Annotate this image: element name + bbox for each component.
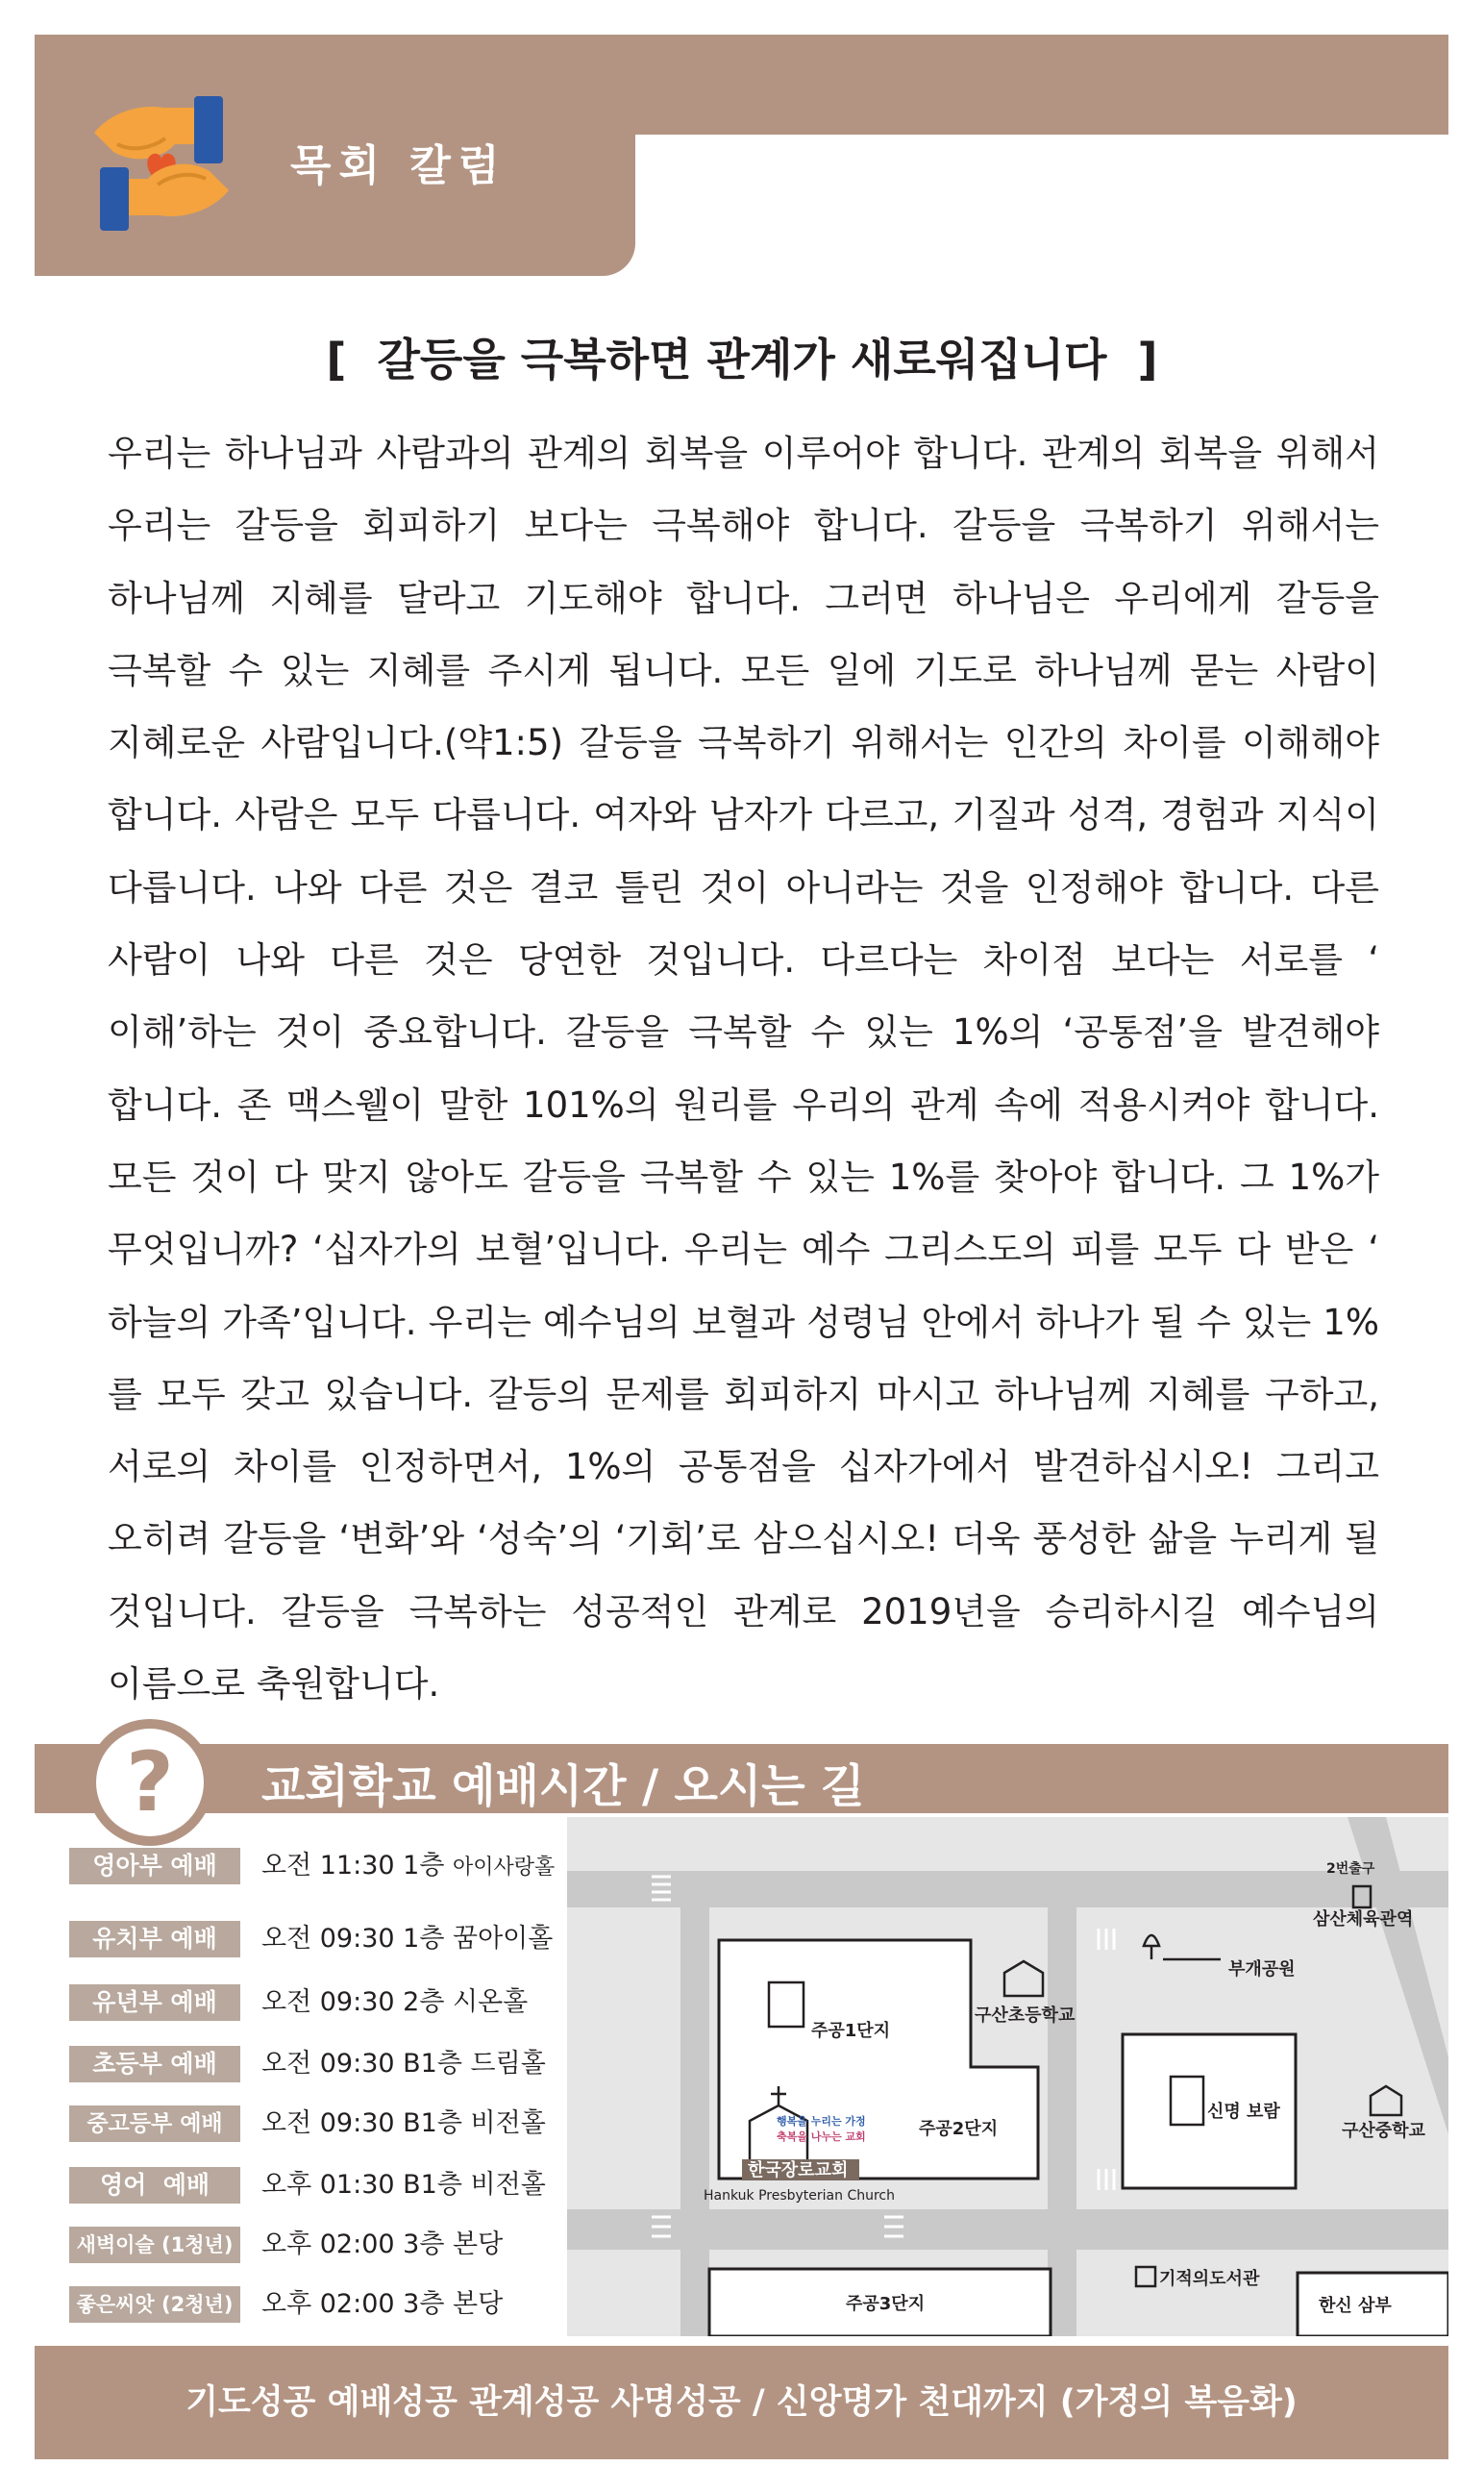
schedule-value: [261, 1921, 553, 1957]
article-line: 를 모두 갖고 있습니다. 갈등의 문제를 회피하지 마시고 하나님께 지혜를 구하고,: [108, 1373, 1379, 1415]
church-label: 한국장로교회: [748, 2160, 849, 2180]
schedule-room: 드림홀: [470, 2049, 546, 2079]
schedule-label: 유치부 예배: [69, 1921, 240, 1957]
schedule-room: 꿈아이홀: [453, 1924, 554, 1954]
schedule-label: 새벽이슬 (1청년): [69, 2227, 240, 2263]
article-line: 오히려 갈등을 ‘변화’와 ‘성숙’의 ‘기회’로 삼으십시오! 더욱 풍성한 삶을 누리게 될: [108, 1518, 1379, 1560]
schedule-time: 오후 02:00: [261, 2229, 395, 2259]
schedule-time: 오전 09:30: [261, 2108, 395, 2138]
schedule-label: 영어 예배: [69, 2167, 240, 2204]
section-title: 교회학교 예배시간 / 오시는 길: [261, 1760, 865, 1813]
schedule-room: 비전홀: [470, 2108, 546, 2138]
question-icon: ?: [126, 1734, 174, 1831]
schedule-floor: B1층: [403, 2049, 462, 2079]
schedule-value: [261, 1984, 528, 2021]
location-map: [567, 1817, 1448, 2336]
schedule-floor: B1층: [403, 2170, 462, 2200]
article-title: [ 갈등을 극복하면 관계가 새로워집니다 ]: [326, 334, 1158, 386]
map-label: 구산초등학교: [975, 2005, 1076, 2026]
schedule-label: 영아부 예배: [69, 1848, 240, 1884]
article-line: 하늘의 가족’입니다. 우리는 예수님의 보혈과 성령님 안에서 하나가 될 수 있는 1%: [108, 1301, 1379, 1343]
schedule-label: 유년부 예배: [69, 1984, 240, 2021]
article-line: 모든 것이 다 맞지 않아도 갈등을 극복할 수 있는 1%를 찾아야 합니다. 그 1%가: [108, 1156, 1379, 1198]
article-body: [108, 417, 1379, 1720]
map-label: 행복을 누리는 가정: [777, 2115, 866, 2128]
map-label: 삼산체육관역: [1313, 1909, 1414, 1930]
schedule-value: [261, 1848, 555, 1884]
article-line: 하나님께 지혜를 달라고 기도해야 합니다. 그러면 하나님은 우리에게 갈등을: [108, 577, 1379, 619]
schedule-time: 오후 01:30: [261, 2170, 395, 2200]
map-label: 주공1단지: [811, 2021, 891, 2041]
schedule-value: [261, 2105, 546, 2142]
article-line: 이해’하는 것이 중요합니다. 갈등을 극복할 수 있는 1%의 ‘공통점’을 발견해야: [108, 1011, 1379, 1054]
church-label-en: Hankuk Presbyterian Church: [704, 2188, 896, 2204]
map-label: 2번출구: [1326, 1861, 1375, 1877]
schedule-value: [261, 2227, 503, 2263]
footer-slogan: 기도성공 예배성공 관계성공 사명성공 / 신앙명가 천대까지 (가정의 복음화): [186, 2383, 1298, 2422]
schedule-room: 비전홀: [470, 2170, 546, 2200]
schedule-time: 오전 09:30: [261, 1924, 395, 1954]
schedule-time: 오전 09:30: [261, 2049, 395, 2079]
schedule-label: 중고등부 예배: [69, 2105, 240, 2142]
article-line: 극복할 수 있는 지혜를 주시게 됩니다. 모든 일에 기도로 하나님께 묻는 사람이: [108, 649, 1379, 691]
article-line: 이름으로 축원합니다.: [108, 1663, 440, 1706]
schedule-time: 오후 02:00: [261, 2289, 395, 2319]
map-label: 신명 보람: [1207, 2102, 1280, 2122]
map-label: 부개공원: [1228, 1959, 1296, 1980]
article-line: 합니다. 존 맥스웰이 말한 101%의 원리를 우리의 관계 속에 적용시켜야 합니다.: [108, 1084, 1379, 1126]
schedule-time: 오전 11:30: [261, 1851, 395, 1881]
article-line: 다릅니다. 나와 다른 것은 결코 틀린 것이 아니라는 것을 인정해야 합니다. 다른: [108, 866, 1379, 909]
schedule-floor: 2층: [403, 1987, 445, 2017]
caring-hands-heart-icon: [94, 90, 229, 233]
schedule-value: [261, 2167, 546, 2204]
article-line: 서로의 차이를 인정하면서, 1%의 공통점을 십자가에서 발견하십시오! 그리고: [108, 1446, 1379, 1488]
road: [680, 1871, 709, 2336]
article-line: 사람이 나와 다른 것은 당연한 것입니다. 다르다는 차이점 보다는 서로를 ‘: [108, 939, 1379, 982]
schedule-label: 좋은씨앗 (2청년): [69, 2286, 240, 2323]
article-line: 것입니다. 갈등을 극복하는 성공적인 관계로 2019년을 승리하시길 예수님의: [108, 1590, 1379, 1632]
road: [1048, 1871, 1076, 2336]
map-label: 기적의도서관: [1159, 2269, 1260, 2289]
schedule-floor: 3층: [403, 2289, 445, 2319]
map-label: 주공2단지: [919, 2119, 999, 2139]
schedule-floor: 1층: [403, 1924, 445, 1954]
header-band: [35, 35, 1448, 135]
schedule-room: 아이사랑홀: [453, 1856, 556, 1880]
article-line: 우리는 하나님과 사람과의 관계의 회복을 이루어야 합니다. 관계의 회복을 위해서: [108, 433, 1379, 474]
article-line: 무엇입니까? ‘십자가의 보혈’입니다. 우리는 예수 그리스도의 피를 모두 다 받은 ‘: [108, 1229, 1379, 1271]
map-label: 축복을 나누는 교회: [777, 2130, 866, 2143]
schedule-time: 오전 09:30: [261, 1987, 395, 2017]
map-label: 구산중학교: [1342, 2121, 1425, 2141]
schedule-floor: B1층: [403, 2108, 462, 2138]
schedule-value: [261, 2046, 546, 2082]
schedule-label: 초등부 예배: [69, 2046, 240, 2082]
article-line: 지혜로운 사람입니다.(약1:5) 갈등을 극복하기 위해서는 인간의 차이를 이해해야: [108, 722, 1379, 764]
article-line: 우리는 갈등을 회피하기 보다는 극복해야 합니다. 갈등을 극복하기 위해서는: [108, 505, 1379, 547]
schedule-value: [261, 2286, 503, 2323]
schedule-room: 시온홀: [453, 1987, 529, 2017]
schedule-floor: 1층: [403, 1851, 445, 1881]
column-title: 목회 칼럼: [290, 141, 507, 190]
schedule-room: 본당: [453, 2289, 504, 2319]
schedule-room: 본당: [453, 2229, 504, 2259]
article-line: 합니다. 사람은 모두 다릅니다. 여자와 남자가 다르고, 기질과 성격, 경험과 지식이: [108, 794, 1379, 836]
map-label: 주공3단지: [846, 2294, 926, 2314]
map-label: 한신 삼부: [1319, 2296, 1392, 2316]
schedule-floor: 3층: [403, 2229, 445, 2259]
